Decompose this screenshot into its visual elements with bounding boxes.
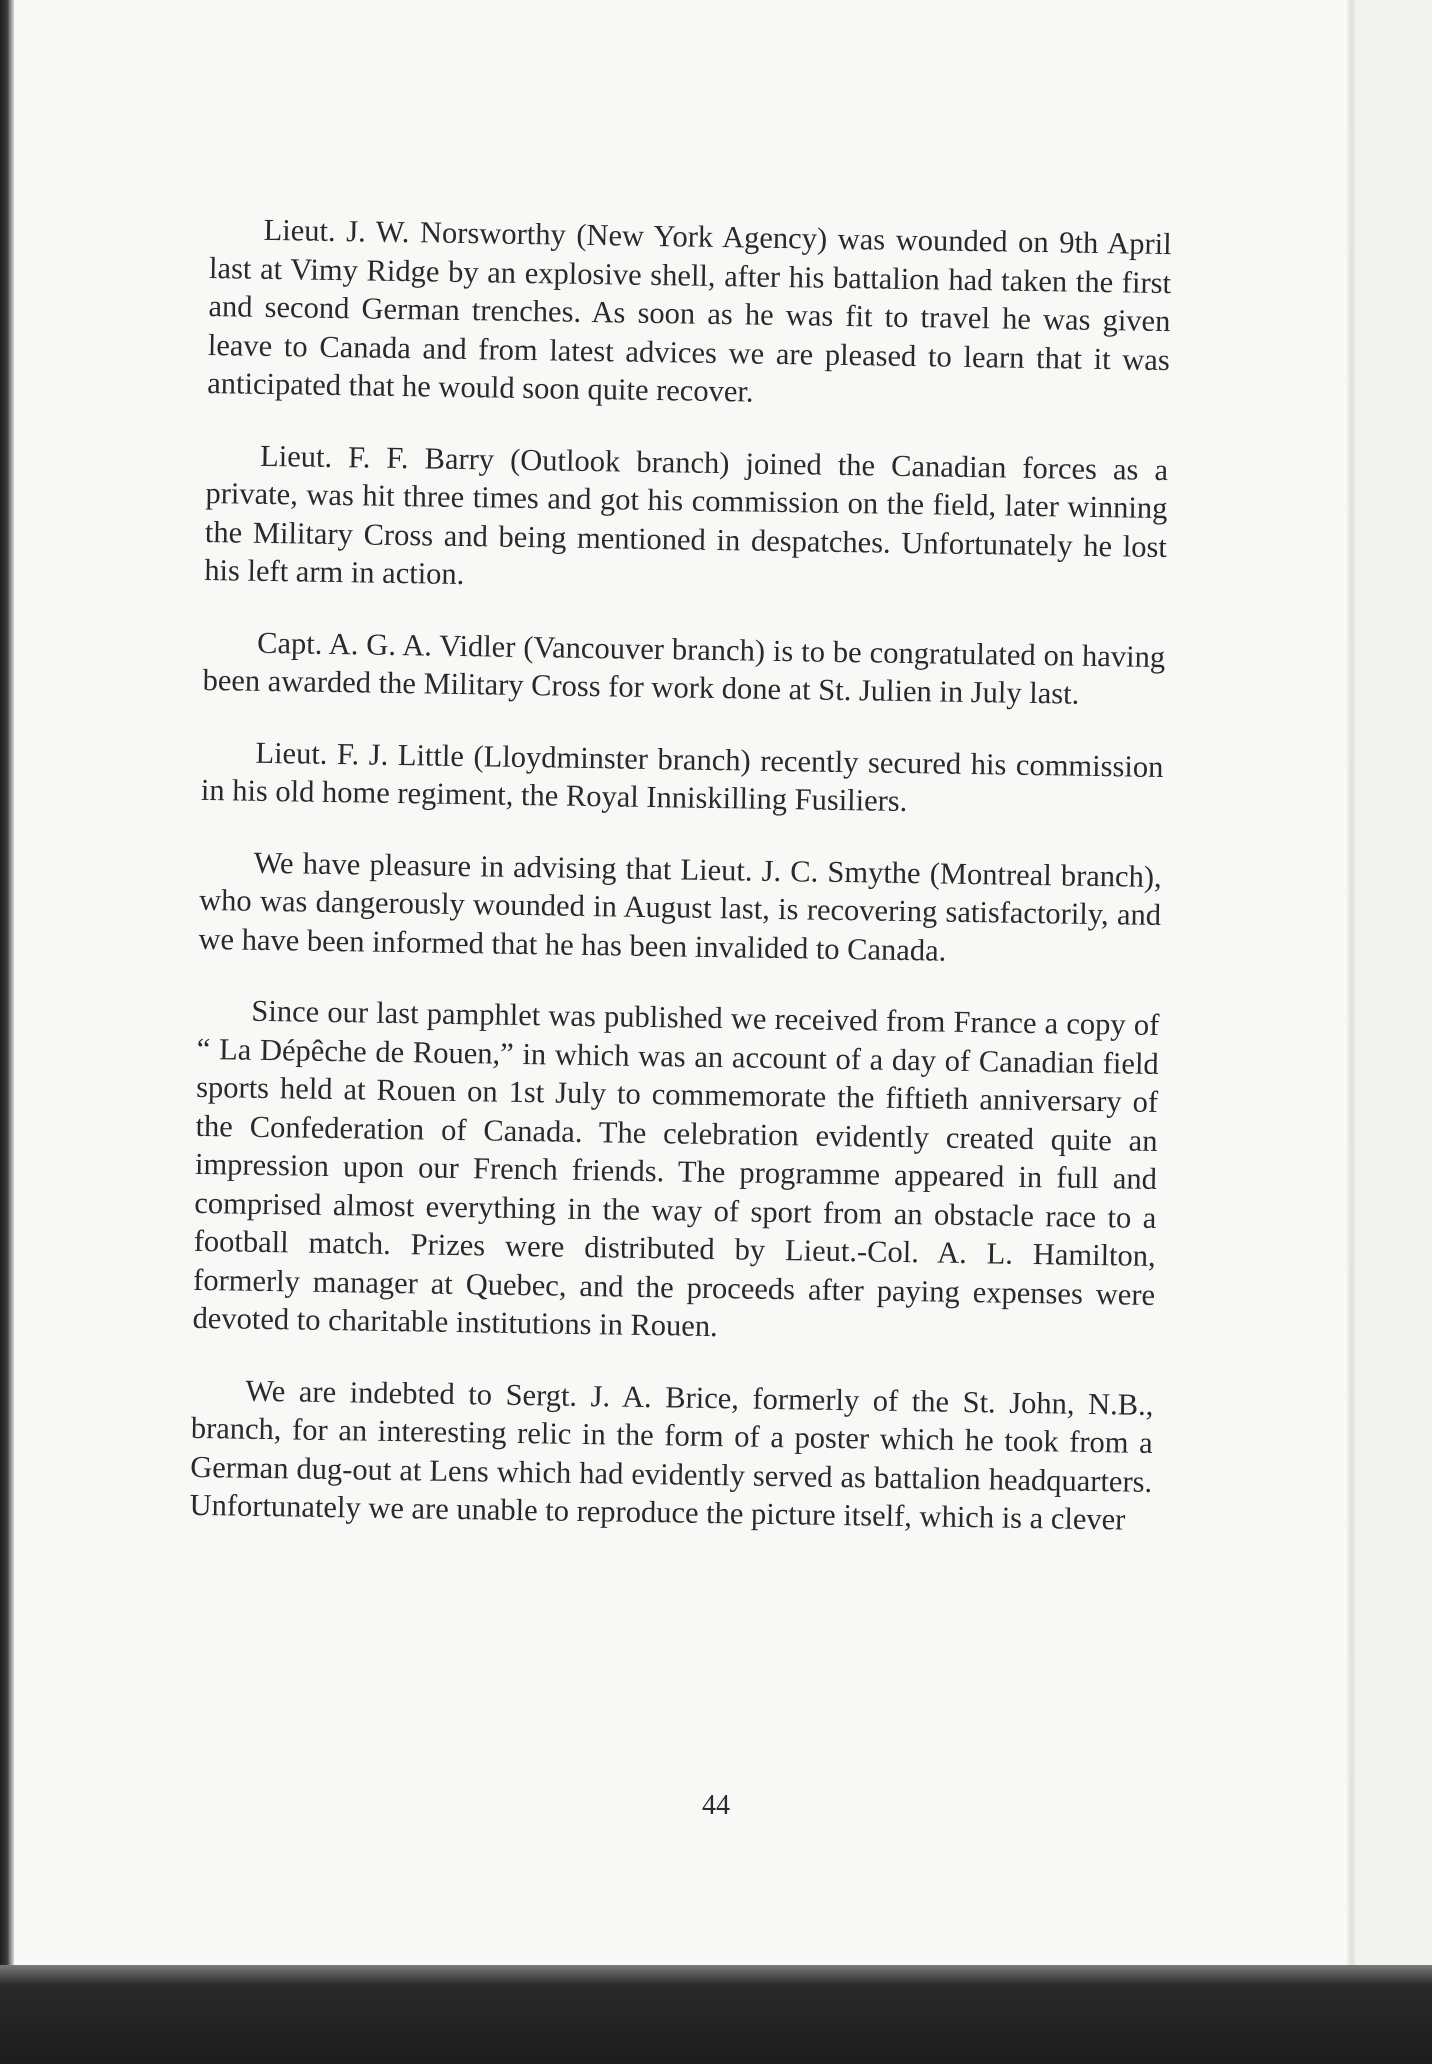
paragraph-vidler: Capt. A. G. A. Vidler (Vancouver branch) is to be congratulated on having been awarded the Military Cross for work done at St. Julien in July last. bbox=[202, 625, 1166, 711]
paragraph-norsworthy: Lieut. J. W. Norsworthy (New York Agency) was wounded on 9th April last at Vimy Ridge by an explosive shell, after his battalion had taken the first and second German trenches. As soon as he was fit to travel he was given leave to Canada and from latest advices we are pleased to learn that it was anticipated that he would soon quite recover. bbox=[207, 212, 1172, 409]
paragraph-brice-poster: We are indebted to Sergt. J. A. Brice, formerly of the St. John, N.B., branch, for an interesting relic in the form of a poster which he took from a German dug-out at Lens which had evidently served as battalion headquarters. Unfortunately we are unable to reproduce the picture itself, which is a clever bbox=[189, 1373, 1154, 1537]
page-right-margin bbox=[1352, 0, 1432, 1965]
page-number: 44 bbox=[702, 1790, 730, 1821]
page-binding-edge bbox=[0, 0, 14, 1965]
paragraph-little: Lieut. F. J. Little (Lloydminster branch) recently secured his commission in his old home regiment, the Royal Inniskilling Fusiliers. bbox=[200, 735, 1164, 819]
page-fold-shadow bbox=[1346, 0, 1356, 1965]
paragraph-barry: Lieut. F. F. Barry (Outlook branch) joined the Canadian forces as a private, was hit three times and got his commission on the field, later winning the Military Cross and being mentioned in despatches. Unfortunately he lost his left arm in action. bbox=[204, 438, 1169, 592]
scan-bottom-border bbox=[0, 1965, 1432, 2064]
paragraph-rouen-sports: Since our last pamphlet was published we received from France a copy of “ La Dépêche de Rouen,” in which was an account of a day of Canadian field sports held at Rouen on 1st July to commemorate the fiftieth anniversary of the Confederation of Canada. The celebration evidently created quite an impression upon our French friends. The programme appeared in full and comprised almost everything in the way of sport from an obstacle race to a football match. Prizes were distributed by Lieut.-Col. A. L. Hamilton, formerly manager at Quebec, and the proceeds after paying expenses were devoted to charitable institutions in Rouen. bbox=[192, 993, 1160, 1344]
article-body bbox=[189, 210, 1172, 1572]
paragraph-smythe: We have pleasure in advising that Lieut. J. C. Smythe (Montreal branch), who was dangerously wounded in August last, is recovering satisfactorily, and we have been informed that he has been invalided to Canada. bbox=[198, 845, 1162, 968]
